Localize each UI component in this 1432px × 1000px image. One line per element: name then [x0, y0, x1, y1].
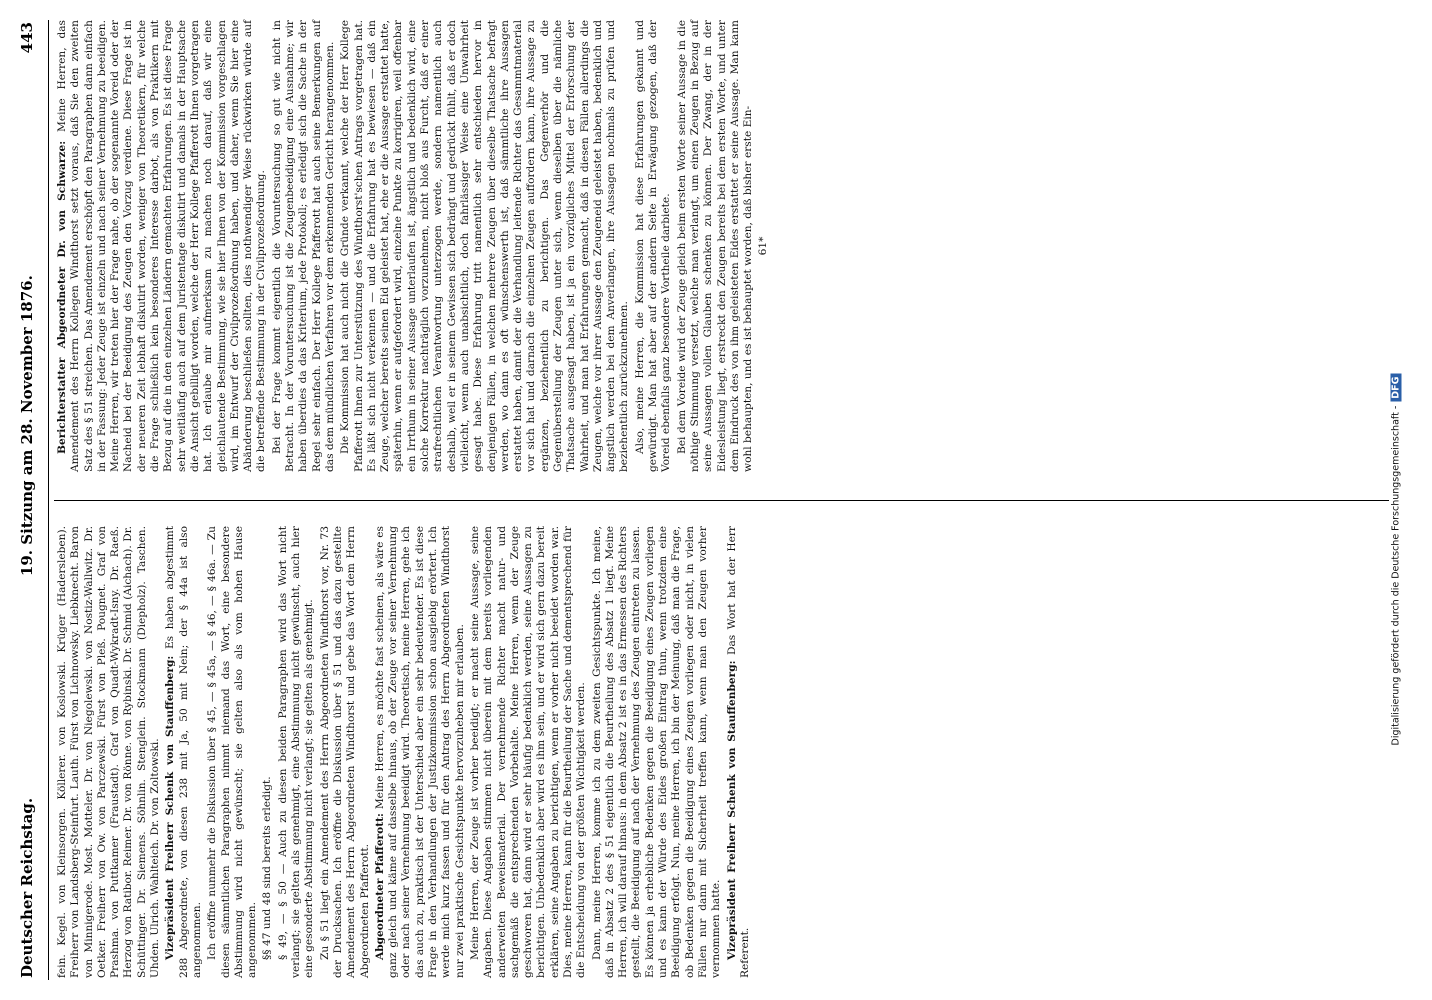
speech-text: Meine Herren, es möchte fast scheinen, als wäre es ganz gleich und käme auf dasselbe hinaus, ob der Zeuge vor seiner Vernehmung oder nach seiner Vernehmung beeidigt wird. Theoretisch, meine Herren, gehe ich das auch zu, praktisch ist der Unterschied aber ein sehr bedeutender. Es ist diese Frage in den Verhandlungen der Justizkommission schon ausgiebig erörtert. Ich werde mich kurz fassen und für den Antrag des Herrn Abgeordneten Windthorst nur zwei praktische Gesichtspunkte hervorzuheben mir erlauben.	[373, 526, 466, 978]
speech-paragraph	[726, 526, 753, 978]
text-paragraph: §§ 47 und 48 sind bereits erledigt.	[261, 776, 274, 960]
text-paragraph: fein. Kegel. von Kleinsorgen. Köllerer. von Koslowski. Krüger (Hadersleben). Freiherr von Landsberg-Steinfurt. Lauth. Fürst von Lichnowsky. Liebknecht. Baron von Minnigerode. Most. Motteler. Dr. von Niegolewski. von Nostiz-Wallwitz. Dr. Oetker. Freiherr von Ow. von Parczewski. Fürst von Pleß. Pougnet. Graf von Prashma. von Puttkamer (Fraustadt). Graf von Quadt-Wykradt-Isny. Dr. Raeß. Herzog von Ratibor. Reimer. Dr. von Rönne. von Rybinski. Dr. Schmid (Aichach). Dr. Schüttinger. Dr. Siemens. Söhnlin. Stenglein. Stockmann (Diepholz). Taschen. Uhden. Ulrich. Wahlteich. Dr. von Zoltowski.	[56, 526, 162, 978]
speaker-label: Vizepräsident Freiherr Schenk von Stauffenberg:	[164, 655, 177, 960]
text-paragraph: Dann, meine Herren, komme ich zu dem zweiten Gesichtspunkte. Ich meine, daß in Absatz 2 des § 51 eigentlich die Beurtheilung des Absatz 1 liegt. Meine Herren, ich will darauf hinaus: in dem Absatz 2 ist es in das Ermessen des Richters gestellt, die Beeidigung auf nach der Vernehmung des Zeugen eintreten zu lassen. Es können ja erhebliche Bedenken gegen die Beeidigung eines Zeugen vorliegen und es kann der Würde des Eides großen Eintrag thun, wenn trotzdem eine Beeidigung erfolgt. Nun, meine Herren, ich bin der Meinung, daß man die Frage, ob Bedenken gegen die Beeidigung eines Zeugen vorliegen oder nicht, in vielen Fällen nur dann mit Sicherheit treffen kann, wenn man den Zeugen vorher vernommen hatte.	[590, 526, 723, 978]
header-center: 19. Sitzung am 28. November 1876.	[18, 275, 36, 577]
running-header	[18, 22, 46, 978]
speech-text: Meine Herren, das Amendement des Herrn Kollegen Windthorst setzt voraus, daß Sie den zweiten Satz des § 51 streichen. Das Amendement erschöpft den Paragraphen dann einfach in der Fassung: Jeder Zeuge ist einzeln und nach seiner Vernehmung zu beeidigen. Meine Herren, wir treten hier der Frage nahe, ob der sogenannte Voreid oder der Nacheid bei der Beeidigung des Zeugen den Vorzug verdiene. Diese Frage ist in der neueren Zeit lebhaft diskutirt worden, weniger von Theoretikern, für welche die Frage schließlich kein besonderes Interesse darbot, als von Praktikern mit Bezug auf die in den einzelnen Ländern gemachten Erfahrungen. Es ist diese Frage sehr weitläufig auch auf dem Juristentage diskutirt und damals in der Hauptsache die Ansicht gebilligt worden, welche der Herr Kollege Pfafferott Ihnen vorgetragen hat. Ich erlaube mir aufmerksam zu machen noch darauf, daß wir eine gleichlautende Bestimmung, wie sie hier Ihnen von der Kommission vorgeschlagen wird, im Entwurf der Civilprozeßordnung haben, und daher, wenn Sie hier eine Abänderung beschließen sollten, dies nothwendiger Weise rückwirken würde auf die betreffende Bestimmung in der Civilprozeßordnung.	[56, 20, 268, 472]
speech-text: Das Wort hat der Herr Referent.	[725, 526, 751, 978]
signature-mark: 61*	[757, 236, 770, 256]
funding-note	[1391, 226, 1402, 746]
text-paragraph: Die Kommission hat auch nicht die Gründe verkannt, welche der Herr Kollege Pfafferott Ihnen zur Unterstützung des Windthorst'schen Antrags vorgetragen hat. Es läßt sich nicht verkennen — und die Erfahrung hat es bewiesen — daß ein Zeuge, welcher bereits seinen Eid geleistet hat, ehe er die Aussage erstattet hatte, späterhin, wenn er aufgefordert wird, einzelne Punkte zu korrigiren, weil offenbar ein Irrthum in seiner Aussage unterlaufen ist, ängstlich und bedenklich wird, eine solche Korrektur nachträglich vorzunehmen, nicht bloß aus Furcht, daß er einer strafrechtlichen Verantwortung unterzogen werde, sondern namentlich auch deshalb, weil er in seinem Gewissen sich bedrängt und gedrückt fühlt, daß er doch vielleicht, wenn auch unabsichtlich, doch fahrlässiger Weise eine Unwahrheit gesagt habe. Diese Erfahrung tritt namentlich sehr entschieden hervor in denjenigen Fällen, in welchen mehrere Zeugen über dieselbe Thatsache befragt werden, wo dann es oft wünschenswerth ist, daß sämmtliche ihre Aussagen erstattet haben, damit der die Verhandlung leitende Richter das Gesammtmaterial vor sich hat und darnach die einzelnen Zeugen auffordern kann, ihre Aussage zu ergänzen, beziehentlich zu berichtigen. Das Gegenverhör und die Gegenüberstellung der Zeugen unter sich, wenn dieselben über die nämliche Thatsache ausgesagt haben, ist ja ein vorzügliches Mittel der Erforschung der Wahrheit, und man hat Erfahrungen gemacht, daß in diesen Fällen allerdings die Zeugen, welche vor ihrer Aussage den Zeugeneid geleistet haben, bedenklich und ängstlich werden bei dem Anverlangen, ihre Aussagen nochmals zu prüfen und beziehentlich zurückzunehmen.	[339, 20, 631, 472]
text-paragraph: Bei dem Voreide wird der Zeuge gleich beim ersten Worte seiner Aussage in die nöthige Stimmung versetzt, welche man verlangt, um einen Zeugen in Bezug auf seine Aussagen vollen Glauben schenken zu können. Der Zwang, der in der Eidesleistung liegt, erstreckt den Zeugen bereits bei dem ersten Worte, und unter dem Eindruck des von ihm geleisteten Eides erstattet er seine Aussage. Man kann wohl behaupten, und es ist behauptet worden, daß bisher erste Ein-	[675, 20, 755, 472]
speech-paragraph	[374, 526, 467, 978]
text-paragraph: § 49, — § 50 — Auch zu diesen beiden Paragraphen wird das Wort nicht verlangt; sie gelten als genehmigt, eine Abstimmung nicht gewünscht, auch hier eine gesonderte Abstimmung nicht verlangt; sie gelten als genehmigt.	[276, 526, 316, 978]
column-divider	[54, 500, 1389, 501]
text-paragraph: Bei der Frage kommt eigentlich die Voruntersuchung so gut wie nicht in Betracht. In der Voruntersuchung ist die Zeugenbeeidigung eine Ausnahme; wir haben überdies da das Kriterium, jede Protokoll; es erledigt sich die Sache in der Regel sehr einfach. Der Herr Kollege Pfafferott hat auch seine Bemerkungen auf das dem mündlichen Verfahren vor dem erkennenden Gericht herangenommen.	[270, 20, 336, 472]
left-column	[56, 526, 754, 978]
speech-paragraph	[164, 526, 204, 978]
text-paragraph: Ich eröffne nunmehr die Diskussion über § 45, — § 45a, — § 46, — § 46a. — Zu diesen sämmtlichen Paragraphen nimmt niemand das Wort, eine besondere Abstimmung wird nicht gewünscht; sie gelten also als vom hohen Hause angenommen.	[206, 526, 259, 978]
funding-text: Digitalisierung gefördert durch die Deutsche Forschungsgemeinschaft -	[1390, 405, 1402, 746]
text-paragraph: Zu § 51 liegt ein Amendement des Herrn Abgeordneten Windthorst vor, Nr. 73 der Drucksachen. Ich eröffne die Diskussion über § 51 und das dazu gestellte Amendement des Herrn Abgeordneten Windthorst und gebe das Wort dem Herrn Abgeordneten Pfafferott.	[318, 526, 371, 978]
text-paragraph: Meine Herren, der Zeuge ist vorher beeidigt; er macht seine Aussage, seine Angaben. Diese Angaben stimmen nicht überein mit dem bereits vorliegenden anderweiten Beweismaterial. Der vernehmende Richter macht natur- und sachgemäß die entsprechenden Vorbehalte. Meine Herren, wenn der Zeuge geschworen hat, dann wird er sehr häufig bedenklich werden, seine Aussagen zu berichtigen. Unbedenklich aber wird es ihm sein, und er wird sich gern dazu bereit erklären, seine Angaben zu berichtigen, wenn er vorher nicht beeidet worden war. Dies, meine Herren, kann für die Beurtheilung der Sache und dementsprechend für die Entscheidung von der größten Wichtigkeit werden.	[468, 526, 588, 978]
speech-paragraph	[56, 20, 269, 472]
speaker-label: Abgeordneter Pfafferott:	[373, 813, 386, 960]
text-paragraph: Also, meine Herren, die Kommission hat diese Erfahrungen gekannt und gewürdigt. Man hat aber auf der andern Seite in Erwägung gezogen, daß der Voreid ebenfalls ganz besondere Vortheile darbiete.	[633, 20, 673, 472]
speech-text: Es haben abgestimmt 288 Abgeordnete, von diesen 238 mit Ja, 50 mit Nein; der § 44a ist also angenommen.	[164, 526, 203, 978]
dfg-logo: DFG	[1391, 374, 1402, 402]
sidebar	[1390, 0, 1432, 1000]
page-number: 443	[18, 22, 36, 54]
header-rule	[48, 20, 49, 980]
right-column	[56, 20, 773, 472]
speaker-label: Berichterstatter Abgeordneter Dr. von Schwarze:	[56, 140, 68, 454]
speaker-label: Vizepräsident Freiherr Schenk von Stauffenberg:	[725, 660, 738, 960]
header-left: Deutscher Reichstag.	[18, 797, 36, 978]
